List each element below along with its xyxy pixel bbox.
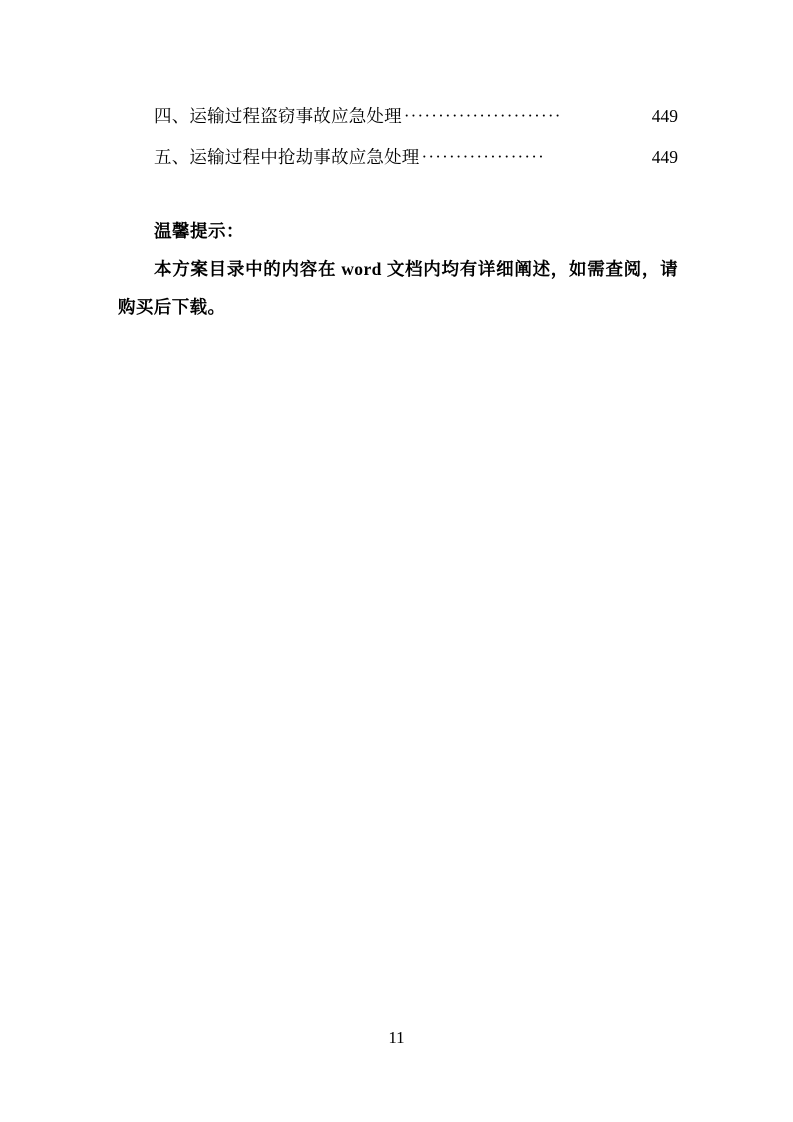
toc-entry-page: 449 xyxy=(651,147,678,167)
toc-entry-title: 四、运输过程盗窃事故应急处理 xyxy=(154,106,402,126)
page-number: 11 xyxy=(388,1028,405,1047)
notice-body: 本方案目录中的内容在 word 文档内均有详细阐述，如需查阅，请购买后下载。 xyxy=(118,259,678,317)
notice-heading: 温馨提示： xyxy=(154,221,244,241)
list-item[interactable] xyxy=(118,137,678,178)
toc-entry-page: 449 xyxy=(651,106,678,126)
page-content xyxy=(118,96,678,326)
notice-block xyxy=(118,212,678,326)
list-item[interactable] xyxy=(118,96,678,137)
toc-entry-title: 五、运输过程中抢劫事故应急处理 xyxy=(154,147,420,167)
toc-leader-dots: ·················· xyxy=(421,147,546,166)
toc-leader-dots: ······················· xyxy=(403,106,562,125)
